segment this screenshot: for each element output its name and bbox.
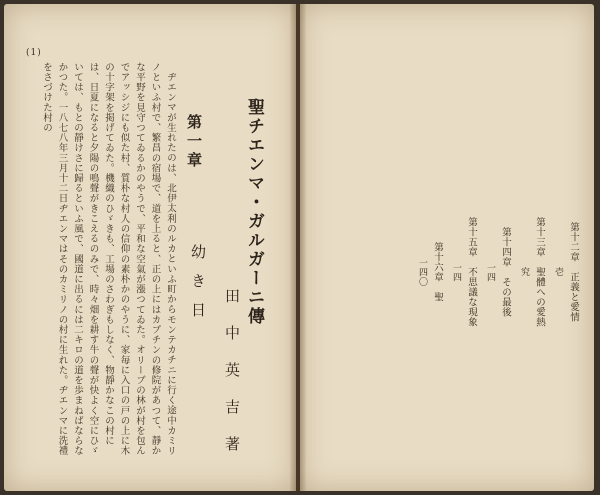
toc-entry-page: 一四〇	[417, 257, 427, 287]
toc-entry-label: 第十二章 正義と愛情	[568, 222, 579, 322]
toc-entry-label: 第十五章 不思議な現象	[466, 217, 477, 327]
toc-entry	[552, 122, 580, 422]
author-name: 田中英吉著	[223, 288, 241, 473]
toc-entry-page: 一四	[485, 262, 495, 282]
toc-entry-page: 究	[519, 267, 529, 277]
toc-entry-page: 壱	[553, 267, 563, 277]
toc-entry	[450, 122, 478, 422]
book-gutter	[290, 4, 306, 491]
table-of-contents	[416, 122, 580, 422]
book-title: 聖チエンマ・ガルガーニ傳	[244, 98, 264, 326]
toc-entry	[518, 122, 546, 422]
chapter-body-text	[28, 62, 178, 462]
left-page	[4, 4, 296, 491]
chapter-subtitle: 幼き日	[189, 244, 207, 331]
body-paragraph: ヂエンマが生れたのは、北伊太利のルカといふ町からモンテカチニに行く途中カミリノといふ村で、繁昌の宿場で、道を上ると、正の上にはカプチンの修院があつて、靜かな平野を見守つてゐるかのやうで、平和な空氣が漲つてゐた。オリーブの林が村を包んでアッシジにも似た村、質朴な村人の信仰の素朴かのやうに、家毎に入口の戸の上に木の十字架を掲げてゐた。機織のひゞきも、工場のさわぎもしなく、物靜かなこの村には、日夏になると夕陽の鳴聲がきこえるのみで、時々畑を耕す牛の聲が快よく空にひゞいては、もとの靜けさに歸るといふ風で、國道に出るには二キロの道を歩まねばならなかつた。一八七八年三月十二日ヂエンマはそのカミリノの村に生れた。ヂエンマに洗禮をさづけた村の	[41, 62, 176, 456]
page-number: (1)	[26, 48, 42, 58]
toc-entry-label: 第十四章 その最後	[500, 227, 511, 317]
toc-entry-label: 第十六章 聖	[432, 242, 443, 302]
toc-entry	[484, 122, 512, 422]
toc-entry	[416, 122, 444, 422]
right-page	[300, 4, 594, 491]
toc-entry-label: 第十三章 聖體への愛熱	[534, 217, 545, 327]
toc-entry-page: 一四	[451, 262, 461, 282]
chapter-title: 第一章	[185, 114, 203, 171]
